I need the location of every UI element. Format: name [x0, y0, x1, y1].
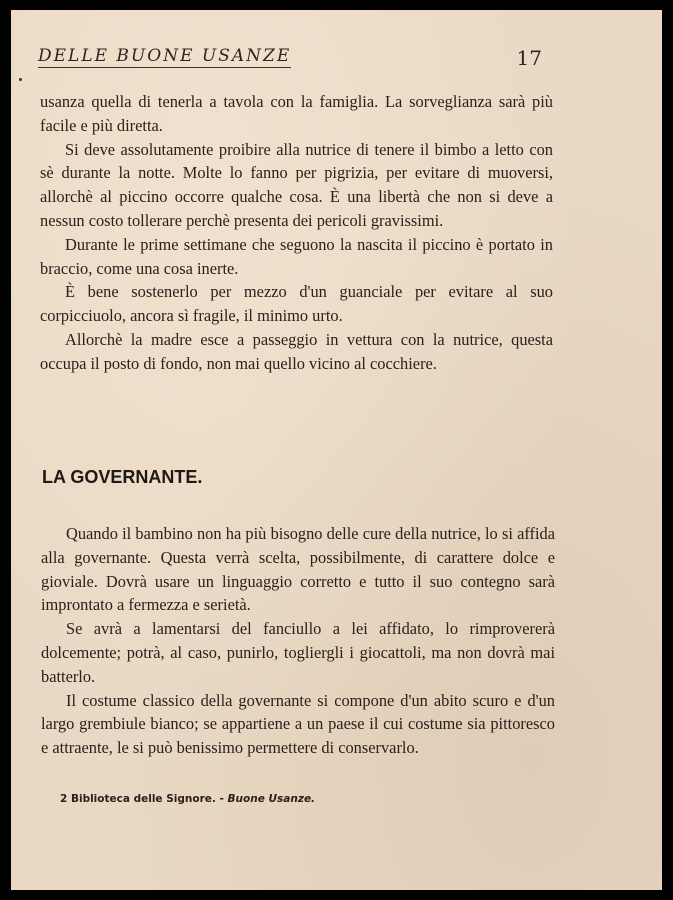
- running-head: DELLE BUONE USANZE: [38, 46, 292, 66]
- paragraph: Il costume classico della governante si compone d'un abito scuro e d'un largo grembiule bianco; se appartiene a un paese il cui costume sia pittoresco e attraente, le si può benissimo permettere di conservarlo.: [41, 690, 555, 758]
- footer-book-title: Buone Usanze.: [227, 793, 316, 805]
- paragraph: Se avrà a lamentarsi del fanciullo a lei affidato, lo rimprovererà dolcemente; potrà, al caso, punirlo, togliergli i giocattoli, ma non dovrà mai batterlo.: [41, 619, 555, 686]
- book-page: [11, 10, 662, 890]
- section-governante-text: [41, 522, 555, 760]
- paragraph: Si deve assolutamente proibire alla nutrice di tenere il bimbo a letto con sè durante la notte. Molte lo fanno per pigrizia, per evitare di muoversi, allorchè al piccino occorre qualche cosa. È una libertà che non si deve a nessun costo tollerare perchè presenta dei pericoli gravissimi.: [40, 139, 553, 230]
- section-heading: LA GOVERNANTE.: [42, 467, 203, 487]
- ink-speck: [19, 78, 22, 81]
- paragraph: usanza quella di tenerla a tavola con la famiglia. La sorveglianza sarà più facile e più diretta.: [40, 92, 553, 135]
- paragraph: È bene sostenerlo per mezzo d'un guanciale per evitare al suo corpicciuolo, ancora sì fragile, il minimo urto.: [40, 282, 553, 326]
- page-number: 17: [516, 46, 542, 70]
- paragraph: Durante le prime settimane che seguono la nascita il piccino è portato in braccio, come una cosa inerte.: [40, 234, 553, 278]
- signature-mark: 2 Biblioteca delle Signore.: [60, 793, 216, 805]
- signature-line: [60, 792, 315, 806]
- paragraph: Quando il bambino non ha più bisogno delle cure della nutrice, lo si affida alla governante. Questa verrà scelta, possibilmente, di carattere dolce e gioviale. Dovrà usare un linguaggio corretto e tutto il suo contegno sarà improntato a fermezza e serietà.: [41, 524, 555, 615]
- footer-separator: -: [219, 793, 224, 805]
- section-nutrice-text: [40, 90, 553, 376]
- paragraph: Allorchè la madre esce a passeggio in vettura con la nutrice, questa occupa il posto di fondo, non mai quello vicino al cocchiere.: [40, 329, 553, 373]
